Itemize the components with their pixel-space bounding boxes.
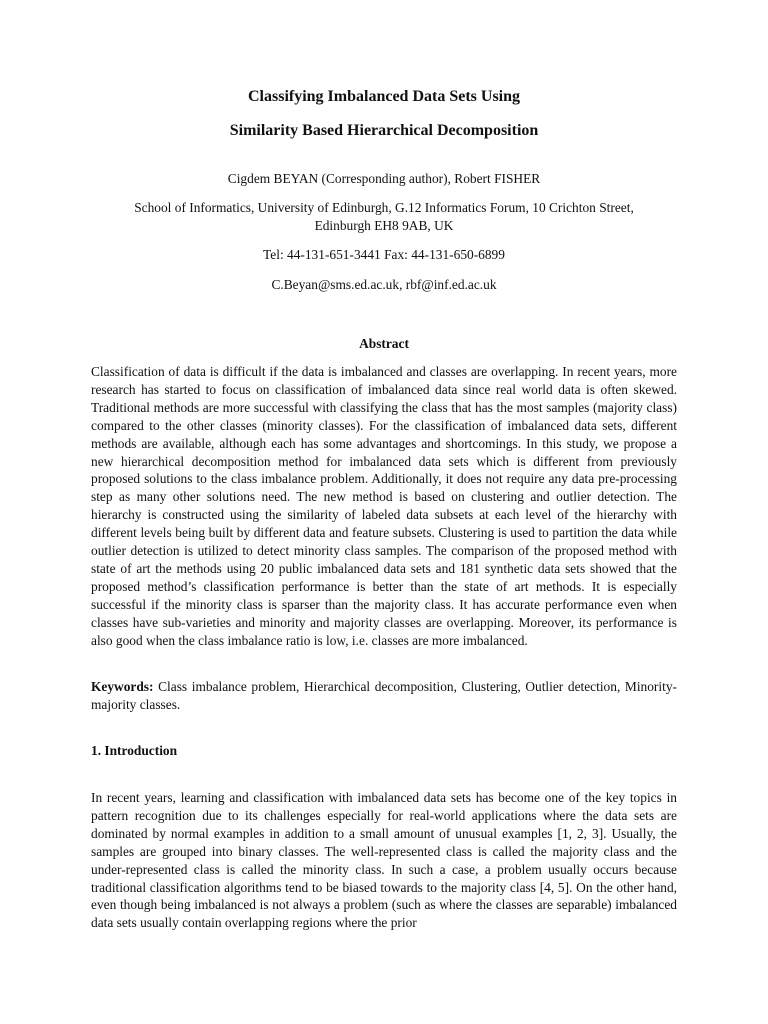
keywords-text: Class imbalance problem, Hierarchical decomposition, Clustering, Outlier detection, Minority-majority classes. <box>91 679 677 712</box>
author-emails: C.Beyan@sms.ed.ac.uk, rbf@inf.ed.ac.uk <box>271 277 497 292</box>
section-1-heading: 1. Introduction <box>91 743 178 758</box>
paper-title-line-1: Classifying Imbalanced Data Sets Using <box>247 88 521 105</box>
authors: Cigdem BEYAN (Corresponding author), Robert FISHER <box>227 171 541 186</box>
abstract-heading: Abstract <box>359 336 409 351</box>
keywords <box>91 678 677 714</box>
keywords-label: Keywords: <box>91 679 154 694</box>
affiliation-line-1: School of Informatics, University of Edinburgh, G.12 Informatics Forum, 10 Crichton Street, <box>134 200 634 215</box>
paper-title-line-2: Similarity Based Hierarchical Decomposition <box>229 122 539 139</box>
abstract-text: Classification of data is difficult if the data is imbalanced and classes are overlapping. In recent years, more research has started to focus on classification of imbalanced data since real world data is often skewed. Traditional methods are more successful with classifying the class that has the most samples (majority class) compared to the other classes (minority classes). For the classification of imbalanced data sets, different methods are available, although each has some advantages and shortcomings. In this study, we propose a new hierarchical decomposition method for imbalanced data sets which is different from previously proposed solutions to the class imbalance problem. Additionally, it does not require any data pre-processing step as many other solutions need. The new method is based on clustering and outlier detection. The hierarchy is constructed using the similarity of labeled data subsets at each level of the hierarchy with different levels being built by different data and feature subsets. Clustering is used to partition the data while outlier detection is utilized to detect minority class samples. The comparison of the proposed method with state of art the methods using 20 public imbalanced data sets and 181 synthetic data sets showed that the proposed method’s classification performance is better than the state of art methods. It is especially successful if the minority class is sparser than the majority class. It has accurate performance even when classes have sub-varieties and minority and majority classes are overlapping. Moreover, its performance is also good when the class imbalance ratio is low, i.e. classes are more imbalanced. <box>91 364 677 648</box>
introduction-text: In recent years, learning and classification with imbalanced data sets has become one of the key topics in pattern recognition due to its challenges especially for real-world applications where the data sets are dominated by normal examples in addition to a small amount of unusual examples [1, 2, 3]. Usually, the samples are grouped into binary classes. The well-represented class is called the majority class and the under-represented class is called the minority class. In such a case, a problem usually occurs because traditional classification algorithms tend to be biased towards to the majority class [4, 5]. On the other hand, even though being imbalanced is not always a problem (such as where the classes are separable) imbalanced data sets usually contain overlapping regions where the prior <box>91 790 677 931</box>
affiliation-line-2: Edinburgh EH8 9AB, UK <box>314 218 454 233</box>
contact-numbers: Tel: 44-131-651-3441 Fax: 44-131-650-6899 <box>263 247 505 262</box>
